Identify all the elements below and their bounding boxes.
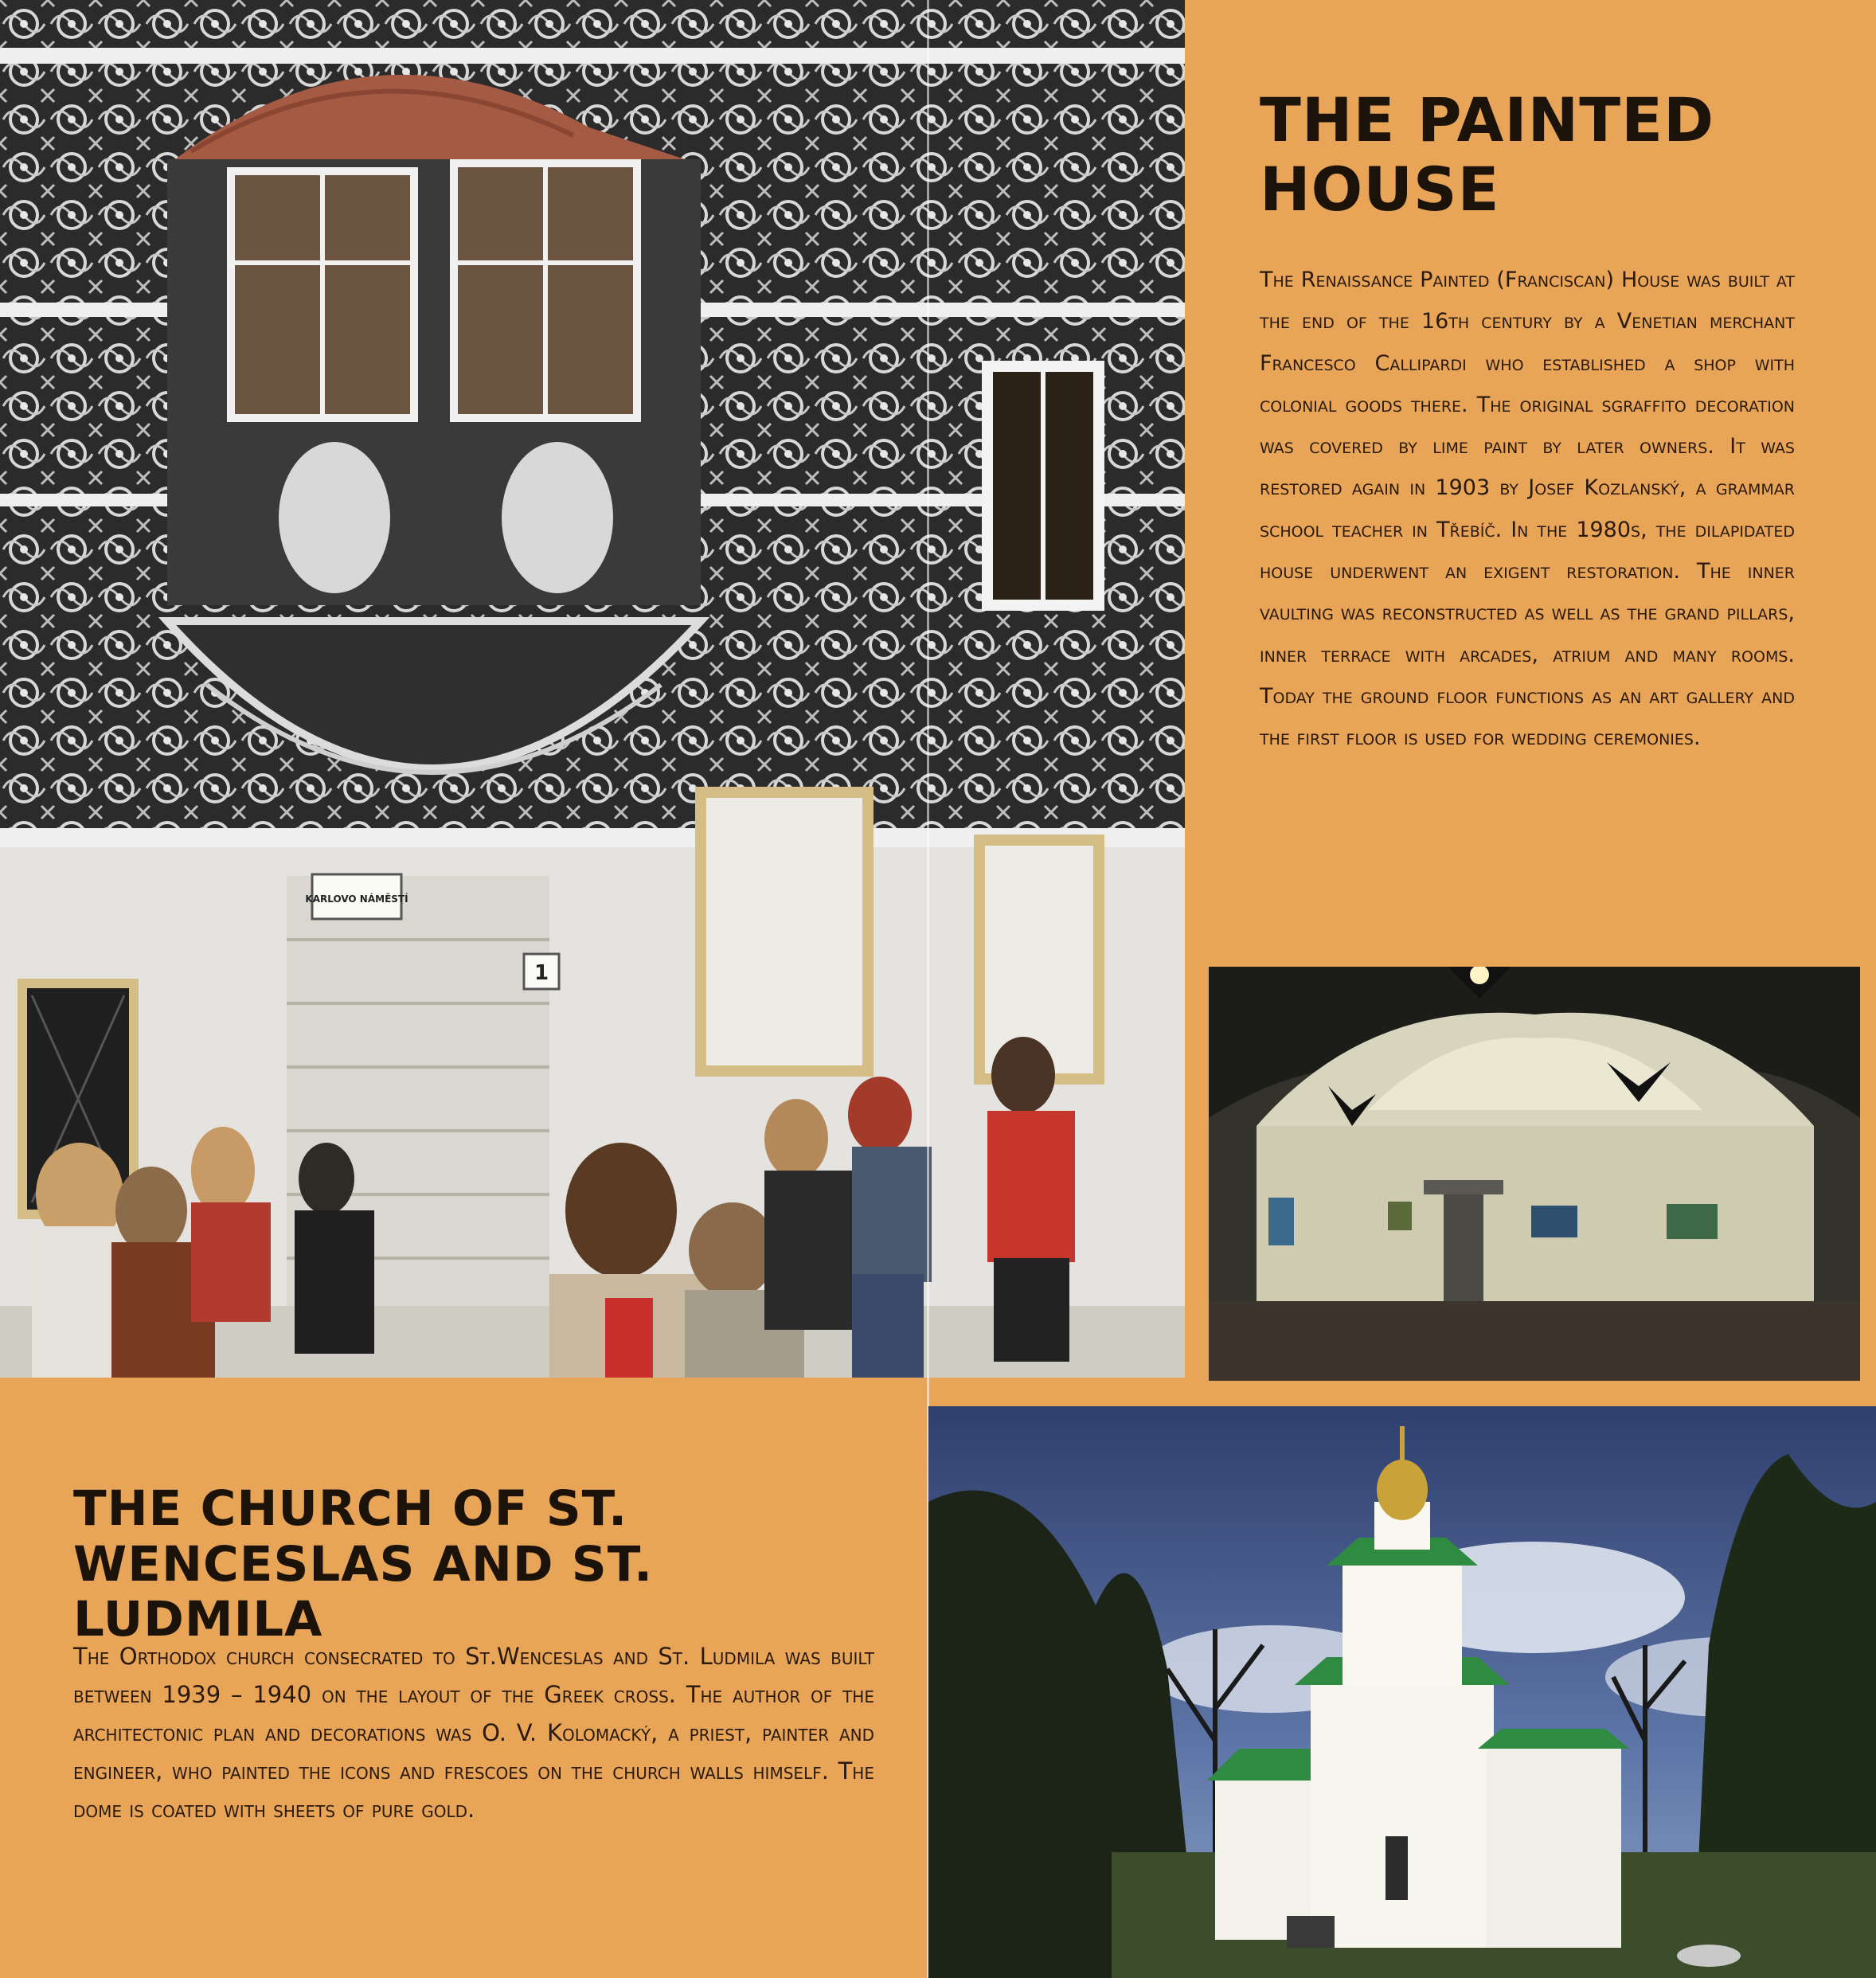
painted-house-body: The Renaissance Painted (Franciscan) House was built at the end of the 16th century by a Venetian merchant Francesco Callipardi who established a shop with colonial goods there. The original sgraffito decoration was covered by lime paint by later owners. It was restored again in 1903 by Josef Kozlanský, a grammar school teacher in Třebíč. In the 1980s, the dilapidated house underwent an exigent restoration. The inner vaulting was reconstructed as well as the grand pillars, inner terrace with arcades, atrium and many rooms. Today the ground floor functions as an art gallery and the first floor is used for wedding ceremonies. xyxy=(1260,268,1795,751)
painted-house-title: THE PAINTED HOUSE xyxy=(1260,84,1715,225)
street-sign-text: KARLOVO NÁMĚSTÍ xyxy=(305,893,408,905)
painted-house-photo xyxy=(0,0,1185,1378)
church-title: THE CHURCH OF ST. WENCESLAS AND ST. LUDMILA xyxy=(73,1480,654,1648)
house-number-text: 1 xyxy=(533,961,549,985)
gallery-interior-photo xyxy=(1209,967,1860,1381)
church-photo xyxy=(928,1406,1876,1978)
church-body: The Orthodox church consecrated to St.Wenceslas and St. Ludmila was built between 1939 – 1940 on the layout of the Greek cross. The author of the architectonic plan and decorations was O. V. Kolomacký, a priest, painter and engineer, who painted the icons and frescoes on the church walls himself. The dome is coated with sheets of pure gold. xyxy=(73,1643,874,1823)
